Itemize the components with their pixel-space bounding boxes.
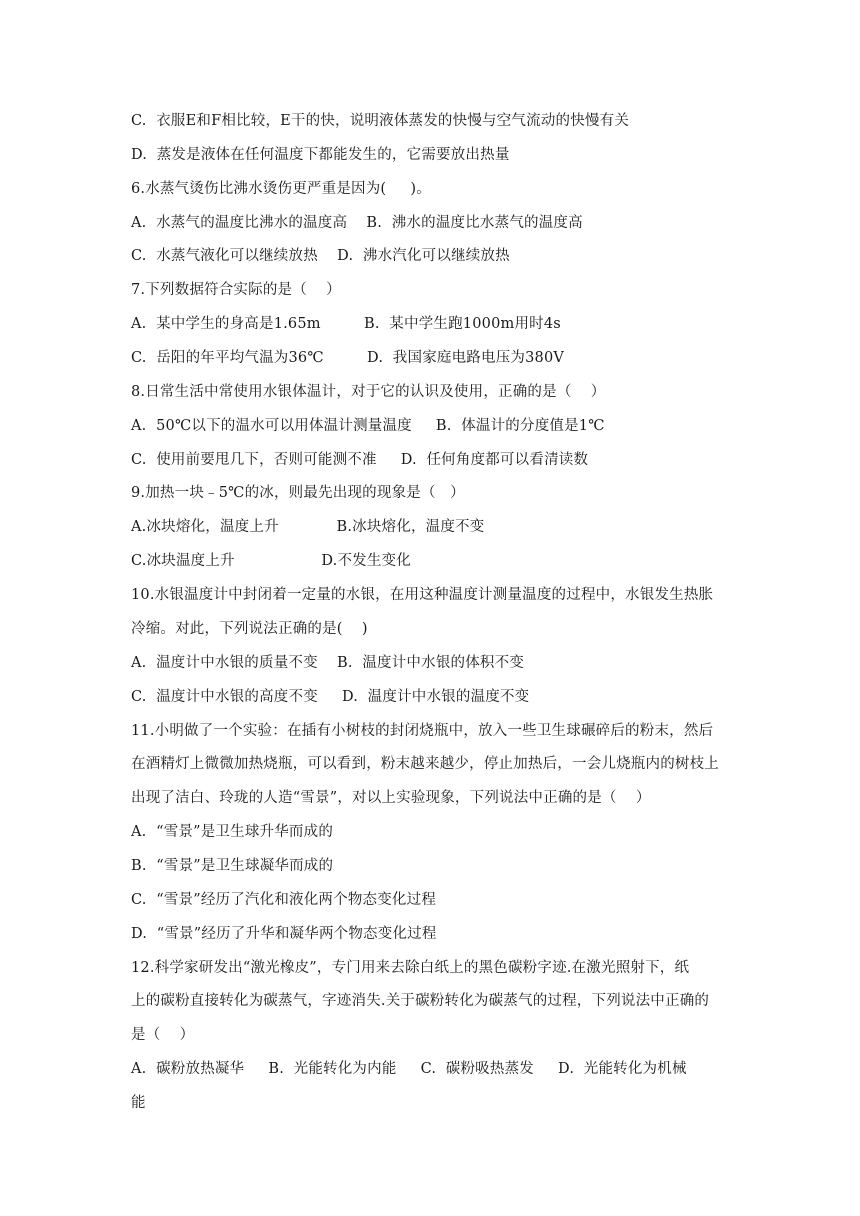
option-line: C. “雪景”经历了汽化和液化两个物态变化过程	[131, 892, 437, 908]
option-line: C. 水蒸气液化可以继续放热 D. 沸水汽化可以继续放热	[131, 248, 510, 264]
option-line: B. “雪景”是卫生球凝华而成的	[131, 858, 334, 874]
option-line: D. “雪景”经历了升华和凝华两个物态变化过程	[131, 926, 437, 942]
question-line: 在酒精灯上微微加热烧瓶，可以看到，粉末越来越少，停止加热后，一会儿烧瓶内的树枝上	[131, 756, 719, 772]
option-line: A. “雪景”是卫生球升华而成的	[131, 824, 334, 840]
option-line: C. 岳阳的年平均气温为36℃ D. 我国家庭电路电压为380V	[131, 350, 565, 366]
question-line: 上的碳粉直接转化为碳蒸气，字迹消失.关于碳粉转化为碳蒸气的过程，下列说法中正确的	[131, 993, 710, 1009]
option-line: A. 碳粉放热凝华 B. 光能转化为内能 C. 碳粉吸热蒸发 D. 光能转化为机械	[131, 1061, 687, 1077]
question-line: 8.日常生活中常使用水银体温计，对于它的认识及使用，正确的是（ ）	[131, 384, 606, 400]
option-line: D. 蒸发是液体在任何温度下都能发生的，它需要放出热量	[131, 147, 510, 163]
option-line: A.冰块熔化，温度上升 B.冰块熔化，温度不变	[131, 519, 485, 535]
question-line: 9.加热一块﹣5℃的冰，则最先出现的现象是（ ）	[131, 485, 465, 501]
question-line: 10.水银温度计中封闭着一定量的水银，在用这种温度计测量温度的过程中，水银发生热胀	[131, 587, 714, 603]
question-line: 12.科学家研发出“激光橡皮”，专门用来去除白纸上的黑色碳粉字迹.在激光照射下，纸	[131, 960, 690, 976]
question-line: 出现了洁白、玲珑的人造“雪景”，对以上实验现象，下列说法中正确的是（ ）	[131, 790, 651, 806]
option-line: A. 温度计中水银的质量不变 B. 温度计中水银的体积不变	[131, 655, 525, 671]
option-line: C. 使用前要甩几下，否则可能测不准 D. 任何角度都可以看清读数	[131, 452, 589, 468]
option-line: A. 水蒸气的温度比沸水的温度高 B. 沸水的温度比水蒸气的温度高	[131, 215, 583, 231]
question-line: 11.小明做了一个实验：在插有小树枝的封闭烧瓶中，放入一些卫生球碾碎后的粉末，然后	[131, 723, 714, 739]
question-line: 冷缩。对此，下列说法正确的是( )	[131, 621, 368, 637]
question-line: 是（ ）	[131, 1027, 195, 1043]
option-line: 能	[131, 1095, 146, 1111]
question-line: 6.水蒸气烫伤比沸水烫伤更严重是因为( )。	[131, 181, 431, 197]
option-line: C.冰块温度上升 D.不发生变化	[131, 553, 411, 569]
option-line: A. 某中学生的身高是1.65m B. 某中学生跑1000m用时4s	[131, 316, 561, 332]
question-line: 7.下列数据符合实际的是（ ）	[131, 282, 341, 298]
option-line: C. 衣服E和F相比较，E干的快，说明液体蒸发的快慢与空气流动的快慢有关	[131, 113, 630, 129]
option-line: C. 温度计中水银的高度不变 D. 温度计中水银的温度不变	[131, 689, 530, 705]
option-line: A. 50℃以下的温水可以用体温计测量温度 B. 体温计的分度值是1℃	[131, 418, 605, 434]
